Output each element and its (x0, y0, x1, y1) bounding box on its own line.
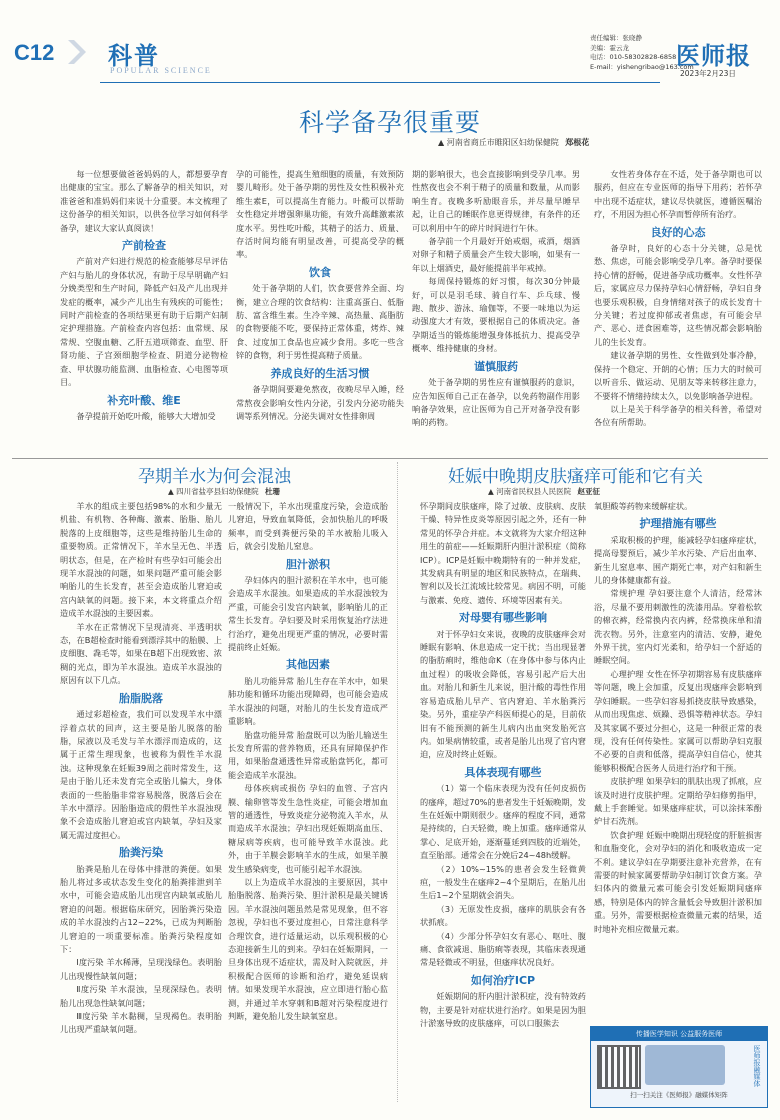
section-title: 科普 (108, 42, 160, 70)
qr-mascot-icon (645, 1045, 725, 1085)
paragraph: （4）少部分怀孕妇女有恶心、呕吐、腹痛、食欲减退、脂肪痢等表现，其临床表现通常是轻微或不明显，但瘙痒状况良好。 (420, 930, 586, 968)
article-2-col-1 (60, 500, 222, 1100)
subheading: 补充叶酸、维E (107, 393, 181, 407)
paragraph: 处于备孕期的男性应有谨慎服药的意识，应告知医师自己正在备孕，以免药物副作用影响备孕效果，应让医师为自己开对备孕没有影响的药物。 (412, 377, 580, 428)
article-1-col-3 (412, 168, 580, 450)
article-1-author: 郑根花 (565, 138, 590, 147)
qr-code-icon[interactable] (597, 1045, 641, 1089)
subheading: 胆汁淤积 (286, 557, 330, 571)
paragraph: 常规护理 孕妇要注意个人清洁，经常沐浴，尽量不要用刺激性的洗漆用品。穿着松软的棉衣裤，经常换内衣内裤，经常换床单和清洗衣物。另外，注意室内的清洁、安静，避免外界干扰，室内灯光柔和，给孕妇一个舒适的睡眠空间。 (594, 588, 762, 666)
paragraph: 孕妇体内的胆汁淤积在羊水中，也可能会造成羊水混浊。如果造成的羊水混浊较为严重，可能会引发宫内缺氧，影响胎儿的正常生长发育。孕妇要及时采用恢复治疗法进行治疗，避免出现更严重的情况，必要时需提前终止妊娠。 (228, 575, 388, 653)
paragraph: 采取积极的护理，能减轻孕妇瘙痒症状，提高母婴预后，减少羊水污染、产后出血率、新生儿窒息率、围产期死亡率，对产妇和新生儿的身体健康都有益。 (594, 534, 762, 586)
column-divider (397, 462, 398, 1102)
article-1-col-1 (60, 168, 228, 450)
subheading: 护理措施有哪些 (639, 517, 717, 531)
subheading: 其他因素 (286, 658, 330, 672)
paragraph: 建议备孕期的男性、女性做到处事冷静，保持一个稳定、开朗的心情；压力大的时候可以听音乐、做运动、见朋友等来转移注意力，不要将不情绪持续太久，以免影响备孕进程。 (594, 350, 762, 401)
paragraph: 处于备孕期的人们，饮食要营养全面、均衡，建立合理的饮食结构：注重高蛋白、低脂肪、富含维生素。生冷辛辣、高热量、高脂肪的食物要能不吃，要保持正常体重，烤炸、辣食、过度加工食品也应减少食用。多吃一些含锌的食物，利于男性提高精子质量。 (236, 283, 404, 361)
masthead-rule (100, 82, 660, 83)
paragraph: 胎盘功能异常 胎盘既可以为胎儿输送生长发育所需的营养物质，还具有屏障保护作用，如果胎盘通透性异常或胎盘钙化，都可能会造成羊水混浊。 (228, 729, 388, 780)
paragraph: （1）第一个临床表现为没有任何皮损伤的瘙痒，超过70%的患者发生于妊娠晚期，发生在妊娠中期则很少。瘙痒的程度不同，通常是持续的，白天轻微，晚上加重。瘙痒通常从掌心、足底开始，逐渐蔓延到四肢的近端处，直至胎部。通常会在分娩后24~48h缓解。 (420, 783, 586, 861)
subheading: 谨慎服药 (474, 359, 518, 373)
paragraph: 胎粪是胎儿在母体中排泄的粪便。如果胎儿将过多或状态发生变化的胎粪排泄到羊水中，可能会造成胎儿出现宫内缺氧或胎儿窘迫的问题。根据临床研究，因胎粪污染造成的羊水混浊约占12~22%，已成为判断胎儿窘迫的一项重要标准。胎粪污染程度如下： (60, 863, 222, 954)
subheading: 具体表现有哪些 (464, 765, 542, 779)
qr-promo-box (590, 1026, 768, 1108)
article-3-unit: ▲ 河南省民权县人民医院 (488, 487, 572, 496)
paragraph: 饮食护理 妊娠中晚期出现轻度的肝脏损害和血脂变化，会对孕妇的消化和吸收造成一定不利。建议孕妇在孕期要注意补充营养，在有需要的时候家属要帮助孕妇制订饮食方案。孕妇体内的微量元素可能会引发妊娠期间瘙痒感，特别是体内的锌含量低会导致胆汁淤积加重。另外，需要根据检查微量元素的结果，适时地补充相应微量元素。 (594, 829, 762, 934)
article-3-col-2 (594, 500, 762, 1022)
paragraph: （2）10%~15%的患者会发生轻微黄疸，一般发生在瘙痒2~4个星期后，在胎儿出生后1~2个星期就会消失。 (420, 863, 586, 901)
article-1-title: 科学备孕很重要 (298, 108, 481, 137)
article-3-col-1 (420, 500, 586, 1100)
article-2-col-2 (228, 500, 388, 1100)
issue-date: 2023年2月23日 (680, 69, 736, 78)
paragraph: 皮肤护理 如果孕妇的肌肤出现了抓痕，应该及时进行皮肤护理。定期给孕妇修剪指甲，戴上手套睡觉。如果瘙痒症状，可以涂抹苯酚炉甘石洗剂。 (594, 776, 762, 827)
subheading: 对母婴有哪些影响 (459, 611, 547, 625)
subheading: 胎粪污染 (119, 846, 163, 860)
subheading: 产前检查 (122, 239, 166, 253)
paragraph: 羊水的组成主要包括98%的水和少量无机盐、有机物、各种酶、激素、胎脂、胎儿脱落的上皮细胞等，这些是维持胎儿生命的重要物质。正常情况下，羊水呈无色、半透明状态，但是，在产检时有些孕妇可能会出现羊水混浊的问题，如果问题严重可能会影响胎儿的生长发育，甚至会造成胎儿窘迫或宫内缺氧的问题。接下来，本文将重点介绍造成羊水混浊的主要因素。 (60, 501, 222, 619)
paragraph: Ⅲ度污染 羊水黏稠，呈现褐色。表明胎儿出现严重缺氧问题。 (60, 1011, 222, 1035)
subheading: 饮食 (309, 265, 331, 279)
paragraph: （3）无原发性皮损，瘙痒的肌肤会有各状抓痕。 (420, 903, 586, 928)
paragraph: 备孕前一个月最好开始戒烟，戒酒，烟酒对卵子和精子质量会产生较大影响，如果有一年以上烟酒史，最好能提前半年戒掉。 (412, 236, 580, 273)
design-credit: 美编：霍云龙 (590, 43, 629, 52)
paragraph: 备孕时，良好的心态十分关键，总是忧愁、焦虑，可能会影响受孕几率。备孕时要保持心情的舒畅，促进备孕成功概率。女性怀孕后，家属应尽力保持孕妇心情舒畅，孕妇自身也要乐观积极，自身情绪对孩子的成长发育十分关键；若过度抑郁或者焦虑，有可能会早产、恶心、迸食困难等，这些情况都会影响胎儿的生长发育。 (594, 243, 762, 347)
qr-subscribe-text: 扫一扫关注《医师报》融媒体矩阵 (630, 1091, 728, 1099)
paragraph: 孕的可能性，提高生殖细胞的质量，有效预防婴儿畸形。处于备孕期的男性及女性积极补充维生素E，可以提高生育能力。叶酸可以帮助女性稳定并增强卵巢功能，有效升高雌激素浓度水平。男性吃叶酸，其精子的活力、质量、存活时间均能有明显改善，可提高受孕的概率。 (236, 169, 404, 260)
paragraph: 产前对产妇进行规范的检查能够尽早评估产妇与胎儿的身体状况，有助于尽早明确产妇分娩类型和生产时间，降低产妇及产儿出现并发症的概率，减少产儿出生有残疾的可能性；同时产前检查的各项结果更有助于后期产妇制定护理措施。产前检查内容包括：血常规、尿常规、空腹血糖、乙肝五道项筛查、血型、肝肾功能、子宫颈细胞学检查、阴道分泌物检查、甲状腺功能监测、血脂检查、心电图等项目。 (60, 256, 228, 388)
subheading: 如何治疗ICP (470, 973, 536, 987)
paragraph: 备孕提前开始吃叶酸，能够大大增加受 (76, 410, 216, 421)
paragraph: 期的影响很大，也会直接影响到受孕几率。男性熬夜也会不利于精子的质量和数量，从而影响生育。夜晚多听励眼音乐，并尽量早睡早起，让自己的睡眠作息更得规律，有条件的还可以利用中午的碎片时间进行午休。 (412, 169, 580, 233)
subheading: 胎脂脱落 (119, 691, 163, 705)
subheading: 良好的心态 (650, 225, 706, 239)
paragraph: 母体疾病或损伤 孕妇的血管、子宫内膜、输卵管等发生急性炎症，可能会增加血管的通透性，导致炎症分泌物流入羊水，从而造成羊水混浊；孕妇出现妊娠期高血压、糖尿病等疾病，也可能导致羊水混浊。此外，由于羊膜会影响羊水的生成，如果羊膜发生感染病变，也可能引起羊水混浊。 (228, 783, 388, 874)
email-contact: E-mail：yishengribao@163.com (590, 62, 694, 71)
paragraph: Ⅰ度污染 羊水稀薄，呈现浅绿色。表明胎儿出现慢性缺氧问题； (60, 957, 222, 981)
paragraph: 氧胆酸等药物来缓解症状。 (594, 501, 693, 511)
phone-contact: 电话：010-58302828-6858 (590, 53, 677, 61)
article-2-author: 杜珊 (265, 487, 281, 496)
chevron-icon (64, 38, 92, 66)
paragraph: 羊水在正常情况下呈现清亮、半透明状态，在B超检查时能看到漂浮其中的胎膜、上皮细胞、毳毛等，如果在B超下出现致密、浓稠的光点，即为羊水混浊。造成羊水混浊的原因有以下几点。 (60, 621, 222, 686)
paragraph: 备孕期间要避免熬夜，夜晚尽早入睡，经常熬夜会影响女性内分泌，引发内分泌功能失调等系列情况。分泌失调对女性排卵周 (236, 384, 404, 421)
paragraph: 妊娠期间的肝内胆汁淤积症，没有特效药物，主要是针对症状进行治疗。如果是因为胆汁淤塞导致的皮肤瘙痒，可以口服熊去 (420, 991, 586, 1029)
page-number: C12 (14, 40, 55, 65)
qr-side-label: 医师报融媒体 (753, 1045, 761, 1087)
article-1-unit: ▲ 河南省商丘市睢阳区妇幼保健院 (438, 138, 559, 147)
paragraph: 每一位想要做爸爸妈妈的人，都想要孕育出健康的宝宝。那么了解备孕的相关知识，对准爸爸和准妈妈们来说十分重要。本文梳理了这份备孕的相关知识，以供各位学习如何科学备孕，建议大家认真阅读！ (60, 169, 228, 233)
paragraph: 以上是关于科学备孕的相关科普，希望对各位有所帮助。 (594, 403, 762, 428)
paragraph: 对于怀孕妇女来说，夜晚的皮肤瘙痒会对睡眠有影响、休息造成一定干扰；当出现显著的脂肪痢时，维他命K（在身体中参与体内止血过程）的吸收会降低，容易引起产后大出血。对胎儿和新生儿来说，胆汁酸的毒性作用容易造成胎儿早产、官内窘迫、羊水胎粪污染。另外，重症孕产科医师提心的是，目前依旧有不能预测的新生儿病内出血突发胎死宫内。如果病情较重，或者是胎儿出现了官内窘迫，应及时终止妊娠。 (420, 628, 586, 760)
editor-credit: 责任编辑：张晓静 (590, 34, 642, 42)
paragraph: Ⅱ度污染 羊水混浊，呈现深绿色。表明胎儿出现急性缺氧问题； (60, 984, 222, 1008)
article-2-title: 孕期羊水为何会混浊 (138, 467, 291, 487)
paragraph: 通过彩超检查，我们可以发现羊水中漂浮着点状的回声，这主要是胎儿脱落的胎脂，尿液以及毛发与羊水漂浮而造成的，这属于正常生理现象，也被称为假性羊水混浊。这种现象在妊娠39周之前时常发生，这是由于胎儿还未发育完全或胎儿偏大，身体表面的一些胎脂非常容易脱落，脱落后会在羊水中漂浮。因胎脂造成的假性羊水混浊现象不会造成胎儿窘迫或宫内缺氧，孕妇及家属无需过度担心。 (60, 709, 222, 840)
paragraph: 一般情况下，羊水出现重度污染，会造成胎儿窘迫，导致血氧降低，会加快胎儿的呼吸频率，而受到粪便污染的羊水被胎儿吸入后，就会引发胎儿窒息。 (228, 501, 388, 552)
article-2-unit: ▲ 四川省盐亭县妇幼保健院 (168, 487, 259, 496)
qr-slogan: 传播医学知识 公益服务医师 (591, 1027, 767, 1041)
subheading: 养成良好的生活习惯 (270, 366, 370, 380)
paragraph: 怀孕期间皮肤瘙痒，除了过敏、皮肤病、皮肤干燥、特异性皮炎等原因引起之外，还有一种常见的怀孕合并症。本文就将为大家介绍这种用生的前症——妊娠期肝内胆汁淤积症（简称ICP）。ICP是妊娠中晚期特有的一种并发症，其发病具有明显的地区和民族特点，在瑞典、智利以及长江流域比较常见。病因不明，可能与激素、免疫、遗传、环境等因素有关。 (420, 501, 586, 605)
article-1-col-4 (594, 168, 762, 450)
paragraph: 心理护理 女性在怀孕初期容易有皮肤瘙痒等问题，晚上会加重，反复出现瘙痒会影响到孕妇睡眠。一些孕妇容易抓挠皮肤导致感染，从而出现焦虑、烦躁、恐惧等精神状态。孕妇及其家属不要过分担心，这是一种很正常的表现，没有任何传染性。家属可以帮助孕妇克服不必要的自责和低落，提高孕妇自信心，使其能够积极配合医务人员进行治疗和干预。 (594, 668, 762, 773)
article-3-byline (488, 486, 600, 497)
article-1-col-2 (236, 168, 404, 450)
article-3-author: 赵亚征 (577, 487, 601, 496)
article-3-title: 妊娠中晚期皮肤瘙痒可能和它有关 (448, 467, 703, 487)
paragraph: 女性若身体存在不适，处于备孕期也可以服药，但应在专业医师的指导下用药；若怀孕中出现不适症状，建议尽快就医，遵循医嘱治疗，不用因为担心怀孕而暂停所有治疗。 (594, 169, 762, 220)
article-1-byline (438, 137, 589, 148)
newspaper-logo: 医师报 (676, 42, 751, 70)
paragraph: 以上为造成羊水混浊的主要原因，其中胎脂脱落、胎粪污染、胆汁淤积是最关键诱因。羊水混浊问题虽然是常见现象，但不容忽视，孕妇也不要过度担心，日常注意科学合理饮食，进行适量运动，以乐观积极的心态迎接新生儿的到来。孕妇在妊娠期间，一旦身体出现不适症状，需及时入院就医，并积极配合医师的诊断和治疗，避免延误病情。如果发现羊水混浊，应立即进行胎心监测，并通过羊水穿刺和B超对污染程度进行判断，避免胎儿发生缺氧窒息。 (228, 876, 388, 1022)
paragraph: 每周保持锻炼的好习惯，每次30分钟最好，可以是羽毛球、骑自行车、乒乓球、慢跑、散步、游泳、瑜伽等，不要一味地以为运动强度大才有效，要根据自己的体质决定。备孕期适当的锻炼能增强身体抵抗力、提高受孕概率、维持健康的身材。 (412, 276, 580, 354)
paragraph: 胎儿功能异常 胎儿生存在羊水中，如果肺功能和循环功能出现障碍，也可能会造成羊水混浊的问题，对胎儿的生长发育造成严重影响。 (228, 675, 388, 727)
section-title-en: POPULAR SCIENCE (110, 66, 212, 75)
article-1-divider (12, 458, 768, 459)
article-2-byline (168, 486, 280, 497)
